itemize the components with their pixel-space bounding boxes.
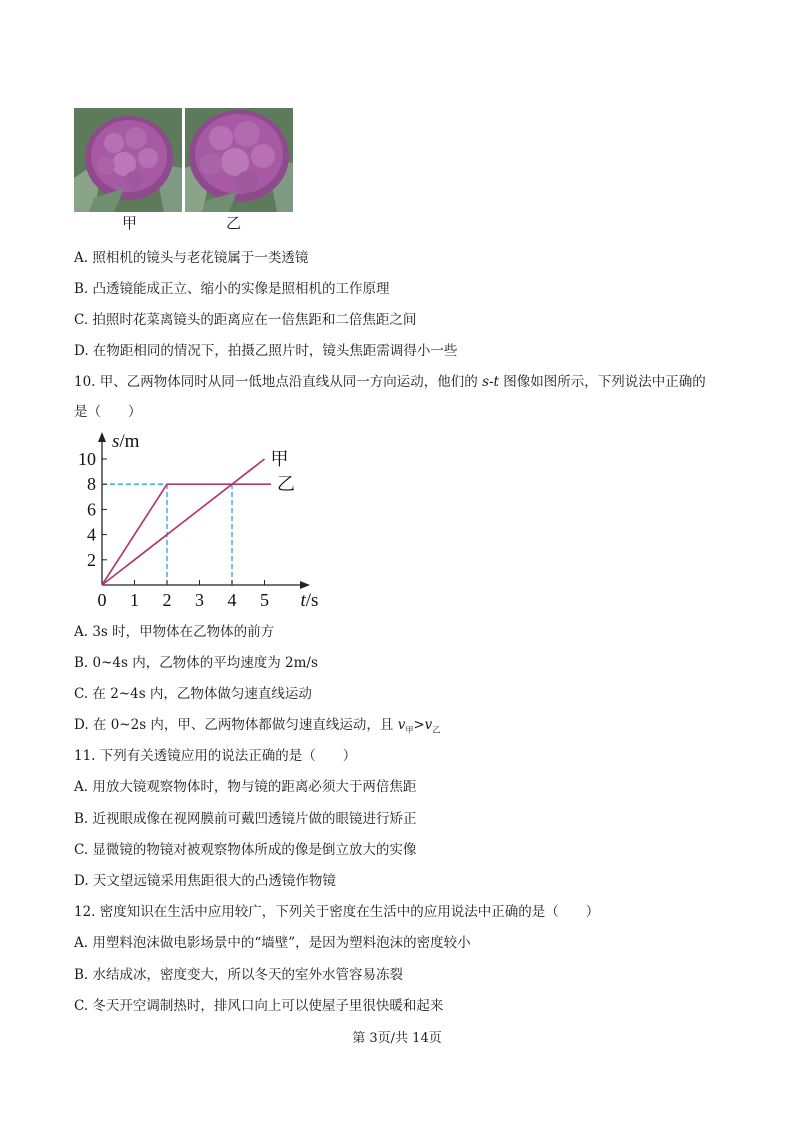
y-tick-label-10: 10 [78, 449, 96, 469]
series-line-0 [102, 459, 265, 585]
q11-stem: 11. 下列有关透镜应用的说法正确的是（ ） [74, 748, 357, 764]
figure-label-left: 甲 [122, 214, 138, 232]
q11-option-c: C. 显微镜的物镜对被观察物体所成的像是倒立放大的实像 [74, 842, 417, 858]
q10-v-jia: v [397, 717, 406, 733]
q10-stem-line2: 是（ ） [74, 404, 142, 420]
q10-option-b: B. 0~4s 内，乙物体的平均速度为 2m/s [74, 655, 318, 671]
q9-option-a: A. 照相机的镜头与老花镜属于一类透镜 [74, 250, 309, 266]
q11-option-a: A. 用放大镜观察物体时，物与镜的距离必须大于两倍焦距 [74, 779, 417, 795]
series-line-1 [102, 484, 271, 585]
figure-label-right: 乙 [226, 214, 242, 232]
cauliflower-photo-right [185, 108, 293, 212]
y-tick-label-6: 6 [87, 499, 96, 520]
q11-option-b: B. 近视眼成像在视网膜前可戴凹透镜片做的眼镜进行矫正 [74, 811, 417, 827]
q10-option-d-text: D. 在 0~2s 内，甲、乙两物体都做匀速直线运动，且 [74, 717, 398, 733]
y-axis-arrow [98, 432, 106, 442]
q10-sub-jia: 甲 [405, 725, 414, 735]
q12-option-b: B. 水结成冰，密度变大，所以冬天的室外水管容易冻裂 [74, 967, 404, 983]
series-label-1: 乙 [277, 474, 295, 496]
y-tick-label-4: 4 [87, 524, 96, 545]
q10-stem [74, 373, 706, 391]
q12-stem: 12. 密度知识在生活中应用较广，下列关于密度在生活中的应用说法中正确的是（ ） [74, 904, 600, 920]
x-axis-arrow [300, 581, 310, 589]
q9-option-c: C. 拍照时花菜离镜头的距离应在一倍焦距和二倍焦距之间 [74, 312, 417, 328]
x-tick-label-4: 4 [227, 590, 237, 610]
q9-option-b: B. 凸透镜能成正立、缩小的实像是照相机的工作原理 [74, 281, 390, 297]
x-tick-label-2: 2 [162, 590, 172, 610]
x-tick-label-3: 3 [195, 590, 204, 610]
st-chart-svg [72, 426, 342, 618]
q10-gt: > [413, 717, 425, 733]
q12-option-c: C. 冬天开空调制热时，排风口向上可以使屋子里很快暖和起来 [74, 998, 444, 1014]
x-tick-label-1: 1 [130, 590, 139, 610]
q10-v-yi: v [424, 717, 433, 733]
x-tick-label-0: 0 [97, 590, 107, 610]
q12-option-a: A. 用塑料泡沫做电影场景中的“墙壁”，是因为塑料泡沫的密度较小 [74, 935, 471, 951]
q10-option-a: A. 3s 时，甲物体在乙物体的前方 [74, 624, 275, 640]
x-axis-label: t/s [300, 590, 319, 611]
y-tick-label-8: 8 [87, 474, 96, 495]
q10-option-d [74, 716, 440, 740]
y-tick-label-2: 2 [87, 549, 96, 570]
page-footer: 第 3页/共 14页 [352, 1031, 442, 1046]
q10-option-c: C. 在 2~4s 内，乙物体做匀速直线运动 [74, 686, 312, 702]
q11-option-d: D. 天文望远镜采用焦距很大的凸透镜作物镜 [74, 873, 336, 889]
y-axis-label: s/m [112, 431, 140, 452]
q10-stem-part-b: 图像如图所示，下列说法中正确的 [498, 374, 706, 390]
st-chart [72, 426, 342, 622]
q10-sub-yi: 乙 [432, 725, 441, 735]
series-label-0: 甲 [270, 449, 289, 470]
cauliflower-photo-left [74, 108, 182, 212]
q10-stem-part-a: 10. 甲、乙两物体同时从同一低地点沿直线从同一方向运动，他们的 [74, 374, 483, 390]
q10-stem-st: s-t [482, 374, 499, 390]
x-tick-label-5: 5 [260, 590, 269, 610]
q9-option-d: D. 在物距相同的情况下，拍摄乙照片时，镜头焦距需调得小一些 [74, 343, 458, 359]
